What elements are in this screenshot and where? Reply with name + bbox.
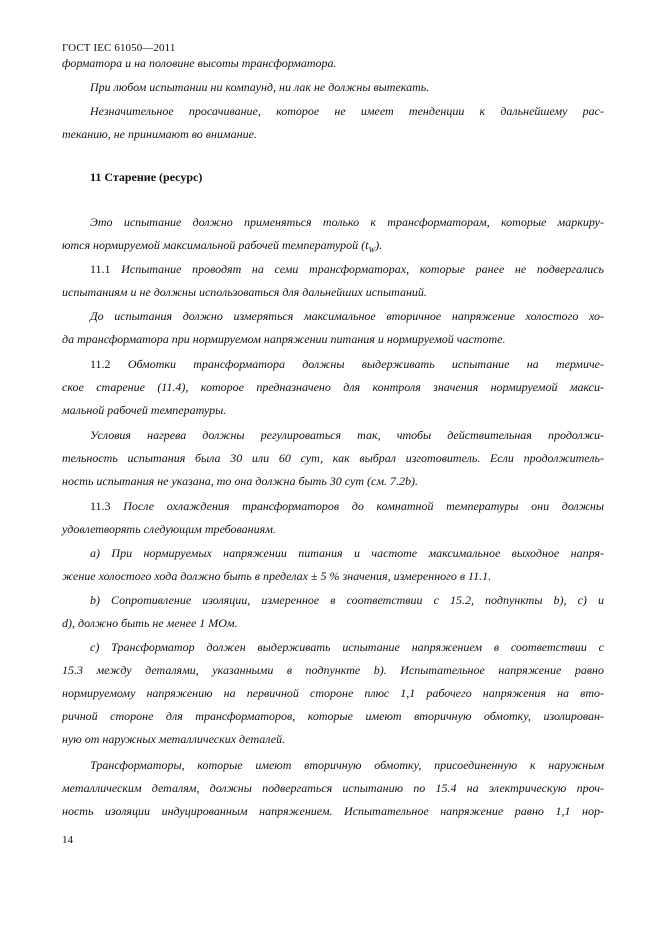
paragraph-seepage bbox=[62, 100, 604, 146]
paragraph-induced-voltage bbox=[62, 754, 604, 823]
text-line: 15.3 между деталями, указанными в подпункте b). Испытательное напряжение равно bbox=[62, 663, 604, 677]
text-line: Незначительное просачивание, которое не имеет тенденции к дальнейшему рас- bbox=[90, 104, 604, 118]
clause-number: 11.3 bbox=[90, 499, 111, 513]
paragraph-no-leak bbox=[62, 76, 604, 99]
text-line: да трансформатора при нормируемом напряжении питания и нормируемой частоте. bbox=[62, 332, 506, 346]
text-line: ность изоляции индуцированным напряжением. Испытательное напряжение равно 1,1 нор- bbox=[62, 804, 604, 818]
section-heading: 11 Старение (ресурс) bbox=[90, 170, 203, 184]
text-line: тельность испытания была 30 или 60 сут, как выбрал изготовитель. Если продолжитель- bbox=[62, 451, 604, 465]
text-line: Это испытание должно применяться только к трансформаторам, которые маркиру- bbox=[90, 215, 604, 229]
text-line: ричной стороне для трансформаторов, которые имеют вторичную обмотку, изолирован- bbox=[62, 709, 604, 723]
text-fragment: ются нормируемой максимальной рабочей температурой (t bbox=[62, 238, 369, 252]
paragraph-pretest bbox=[62, 305, 604, 351]
text-line: жение холостого хода должно быть в пределах ± 5 % значения, измеренного в 11.1. bbox=[62, 569, 492, 583]
text-line bbox=[62, 258, 604, 281]
text-line: b) Сопротивление изоляции, измеренное в соответствии с 15.2, подпункты b), c) и bbox=[90, 593, 604, 607]
text-line: испытаниям и не должны использоваться для дальнейших испытаний. bbox=[62, 285, 427, 299]
text-line: удовлетворять следующим требованиям. bbox=[62, 522, 276, 536]
paragraph-heating bbox=[62, 424, 604, 493]
text-line bbox=[62, 353, 604, 376]
paragraph-continuation bbox=[62, 52, 604, 75]
text-line: a) При нормируемых напряжении питания и частоте максимальное выходное напря- bbox=[90, 546, 604, 560]
paragraph-11-3 bbox=[62, 495, 604, 541]
text-line: мальной рабочей температуры. bbox=[62, 403, 227, 417]
subscript: W bbox=[368, 245, 376, 255]
paragraph-item-a bbox=[62, 542, 604, 588]
text-fragment: Обмотки трансформатора должны выдерживать испытание на термиче- bbox=[127, 357, 605, 371]
text-line: d), должно быть не менее 1 МОм. bbox=[62, 616, 238, 630]
text-fragment: Испытание проводят на семи трансформаторах, которые ранее не подвергались bbox=[121, 262, 605, 276]
text-line: металлическим деталям, должны подвергаться испытанию по 15.4 на электрическую проч- bbox=[62, 781, 604, 795]
page-number: 14 bbox=[62, 834, 73, 846]
text-line: До испытания должно измеряться максимальное вторичное напряжение холостого хо- bbox=[90, 309, 604, 323]
text-line bbox=[62, 495, 604, 518]
paragraph-11-1 bbox=[62, 258, 604, 304]
text-line: При любом испытании ни компаунд, ни лак не должны вытекать. bbox=[90, 80, 430, 94]
text-line: ское старение (11.4), которое предназначено для контроля значения нормируемой макси- bbox=[62, 380, 604, 394]
paragraph-item-b bbox=[62, 589, 604, 635]
clause-number: 11.1 bbox=[90, 262, 111, 276]
clause-number: 11.2 bbox=[90, 357, 111, 371]
text-line: форматора и на половине высоты трансформатора. bbox=[62, 56, 337, 70]
text-line: ность испытания не указана, то она должна быть 30 сут (см. 7.2b). bbox=[62, 474, 418, 488]
standard-header: ГОСТ IEC 61050—2011 bbox=[62, 42, 176, 54]
paragraph-scope bbox=[62, 211, 604, 261]
text-line: Трансформаторы, которые имеют вторичную обмотку, присоединенную к наружным bbox=[90, 758, 604, 772]
text-line: ную от наружных металлических деталей. bbox=[62, 732, 286, 746]
text-line: c) Трансформатор должен выдерживать испытание напряжением в соответствии с bbox=[90, 640, 604, 654]
text-line: Условия нагрева должны регулироваться так, чтобы действительная продолжи- bbox=[90, 428, 604, 442]
text-line: теканию, не принимают во внимание. bbox=[62, 127, 257, 141]
paragraph-11-2 bbox=[62, 353, 604, 422]
paragraph-item-c bbox=[62, 636, 604, 751]
text-fragment: После охлаждения трансформаторов до комнатной температуры они должны bbox=[123, 499, 604, 513]
text-line: нормируемому напряжению на первичной стороне плюс 1,1 рабочего напряжения на вто- bbox=[62, 686, 604, 700]
text-fragment: ). bbox=[375, 238, 383, 252]
